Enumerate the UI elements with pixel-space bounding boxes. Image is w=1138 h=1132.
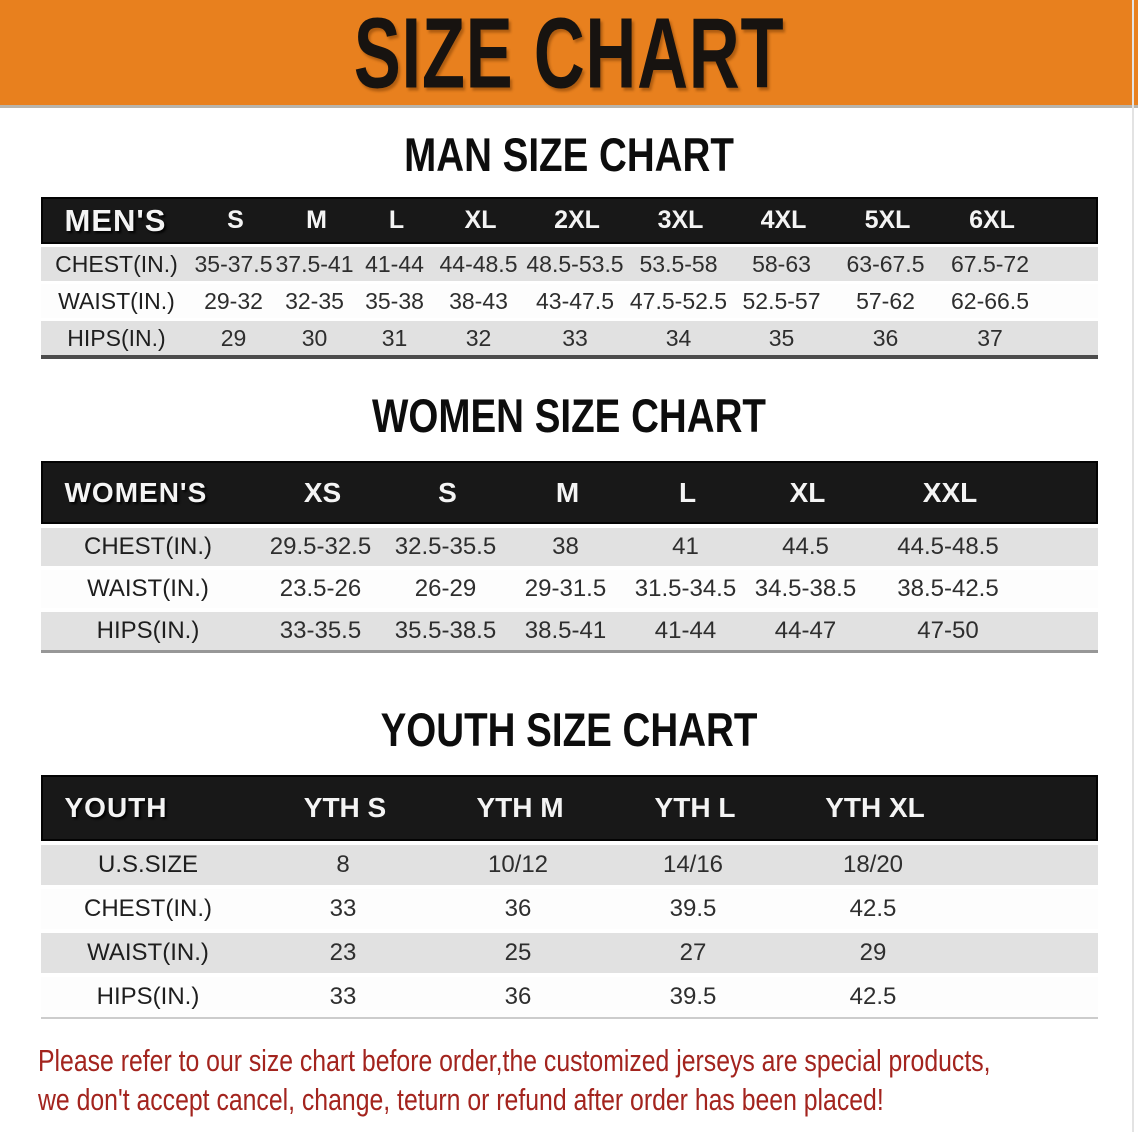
men-size-col-4xl: 4XL	[760, 206, 807, 235]
men-value-cell: 32	[465, 324, 492, 351]
youth-value-cell: 23	[329, 939, 357, 967]
men-value-cell: 29-32	[204, 287, 263, 314]
men-size-col-xl: XL	[464, 206, 497, 235]
men-size-col-l: L	[388, 206, 405, 235]
women-value-cell: 38	[552, 533, 579, 561]
disclaimer	[0, 1041, 1138, 1119]
youth-size-table	[41, 775, 1098, 1019]
men-value-cell: 38-43	[449, 287, 508, 314]
youth-value-cell: 25	[504, 939, 532, 967]
women-row-label-chest-in: CHEST(IN.)	[84, 533, 212, 561]
youth-value-cell: 33	[329, 983, 357, 1011]
youth-size-col-yth-xl: YTH XL	[825, 792, 925, 824]
men-row-chest-in	[41, 247, 1098, 281]
men-size-col-3xl: 3XL	[657, 206, 704, 235]
youth-header-row	[41, 775, 1098, 841]
men-row-label-waist-in: WAIST(IN.)	[58, 287, 175, 314]
men-value-cell: 35-37.5	[194, 250, 273, 277]
youth-value-cell: 42.5	[849, 983, 897, 1011]
women-value-cell: 44.5-48.5	[897, 533, 999, 561]
women-row-label-waist-in: WAIST(IN.)	[87, 575, 209, 603]
men-value-cell: 41-44	[365, 250, 424, 277]
women-value-cell: 31.5-34.5	[634, 575, 737, 603]
youth-row-chest-in	[41, 889, 1098, 929]
youth-value-cell: 39.5	[669, 895, 717, 923]
youth-row-label-waist-in: WAIST(IN.)	[87, 939, 209, 967]
men-value-cell: 52.5-57	[742, 287, 821, 314]
men-value-cell: 43-47.5	[535, 287, 614, 314]
men-value-cell: 63-67.5	[846, 250, 925, 277]
women-value-cell: 34.5-38.5	[754, 575, 857, 603]
youth-value-cell: 42.5	[849, 895, 897, 923]
men-size-col-m: M	[306, 206, 327, 235]
men-size-col-s: S	[227, 206, 244, 235]
youth-value-cell: 33	[329, 895, 357, 923]
men-value-cell: 35	[768, 324, 795, 351]
men-row-hips-in	[41, 321, 1098, 355]
youth-value-cell: 18/20	[842, 851, 904, 879]
youth-value-cell: 39.5	[669, 983, 717, 1011]
men-header-row	[41, 197, 1098, 244]
youth-section-title: YOUTH SIZE CHART	[380, 703, 758, 757]
men-value-cell: 35-38	[365, 287, 424, 314]
women-value-cell: 26-29	[414, 575, 477, 603]
women-section	[0, 389, 1138, 653]
men-value-cell: 34	[665, 324, 692, 351]
women-value-cell: 47-50	[917, 617, 979, 645]
men-value-cell: 30	[301, 324, 328, 351]
youth-header-label: YOUTH	[64, 792, 168, 824]
women-value-cell: 35.5-38.5	[394, 617, 497, 645]
women-row-label-hips-in: HIPS(IN.)	[96, 617, 200, 645]
women-size-col-xl: XL	[789, 476, 826, 508]
women-value-cell: 41	[672, 533, 699, 561]
youth-row-waist-in	[41, 933, 1098, 973]
men-size-col-6xl: 6XL	[969, 206, 1015, 235]
women-row-hips-in	[41, 612, 1098, 650]
women-row-chest-in	[41, 528, 1098, 566]
women-value-cell: 44.5	[782, 533, 829, 561]
men-row-label-chest-in: CHEST(IN.)	[55, 250, 178, 277]
youth-row-label-u-s-size: U.S.SIZE	[97, 851, 199, 879]
youth-size-col-yth-s: YTH S	[303, 792, 387, 824]
women-size-table	[41, 461, 1098, 653]
youth-section	[0, 703, 1138, 1019]
women-size-col-xs: XS	[303, 476, 342, 508]
youth-value-cell: 29	[859, 939, 887, 967]
youth-row-hips-in	[41, 977, 1098, 1017]
men-value-cell: 48.5-53.5	[526, 250, 624, 277]
youth-value-cell: 8	[336, 851, 350, 879]
page-title: SIZE CHART	[353, 0, 785, 109]
right-edge-scan-line	[1132, 0, 1134, 1132]
men-value-cell: 47.5-52.5	[629, 287, 728, 314]
youth-value-cell: 27	[679, 939, 707, 967]
men-value-cell: 37.5-41	[275, 250, 354, 277]
youth-value-cell: 36	[504, 983, 532, 1011]
women-value-cell: 44-47	[774, 617, 837, 645]
youth-value-cell: 10/12	[487, 851, 549, 879]
men-section-title: MAN SIZE CHART	[404, 128, 734, 181]
women-size-col-l: L	[678, 476, 697, 508]
youth-row-u-s-size	[41, 845, 1098, 885]
youth-size-col-yth-l: YTH L	[654, 792, 736, 824]
women-size-col-xxl: XXL	[922, 476, 978, 508]
men-section	[0, 128, 1138, 359]
men-value-cell: 58-63	[752, 250, 811, 277]
women-header-label: WOMEN'S	[64, 476, 208, 508]
women-value-cell: 23.5-26	[279, 575, 362, 603]
men-value-cell: 36	[872, 324, 899, 351]
women-value-cell: 38.5-42.5	[897, 575, 999, 603]
women-value-cell: 29.5-32.5	[269, 533, 372, 561]
women-size-col-s: S	[438, 476, 457, 508]
disclaimer-line-2: we don't accept cancel, change, teturn or refund after order has been placed!	[38, 1082, 884, 1118]
youth-size-col-yth-m: YTH M	[476, 792, 564, 824]
women-value-cell: 29-31.5	[524, 575, 607, 603]
men-value-cell: 57-62	[856, 287, 915, 314]
men-row-waist-in	[41, 284, 1098, 318]
women-value-cell: 41-44	[654, 617, 717, 645]
women-section-title: WOMEN SIZE CHART	[372, 389, 766, 443]
men-row-label-hips-in: HIPS(IN.)	[67, 324, 166, 351]
men-size-col-5xl: 5XL	[864, 206, 911, 235]
women-value-cell: 32.5-35.5	[394, 533, 497, 561]
women-value-cell: 38.5-41	[524, 617, 607, 645]
men-value-cell: 33	[562, 324, 588, 351]
men-header-label: MEN'S	[64, 202, 167, 238]
disclaimer-line-1: Please refer to our size chart before order,the customized jerseys are special products,	[38, 1043, 991, 1079]
women-size-col-m: M	[555, 476, 580, 508]
youth-row-label-hips-in: HIPS(IN.)	[96, 983, 200, 1011]
men-value-cell: 53.5-58	[639, 250, 718, 277]
youth-value-cell: 36	[504, 895, 532, 923]
men-value-cell: 32-35	[285, 287, 344, 314]
women-value-cell: 33-35.5	[279, 617, 362, 645]
men-size-table	[41, 197, 1098, 359]
men-value-cell: 44-48.5	[439, 250, 518, 277]
men-value-cell: 29	[220, 324, 247, 351]
men-value-cell: 31	[381, 324, 408, 351]
women-row-waist-in	[41, 570, 1098, 608]
women-header-row	[41, 461, 1098, 524]
men-value-cell: 67.5-72	[950, 250, 1029, 277]
banner	[0, 0, 1138, 108]
men-value-cell: 37	[977, 324, 1003, 351]
youth-row-label-chest-in: CHEST(IN.)	[84, 895, 212, 923]
youth-value-cell: 14/16	[662, 851, 724, 879]
men-value-cell: 62-66.5	[950, 287, 1029, 314]
men-size-col-2xl: 2XL	[554, 206, 600, 235]
